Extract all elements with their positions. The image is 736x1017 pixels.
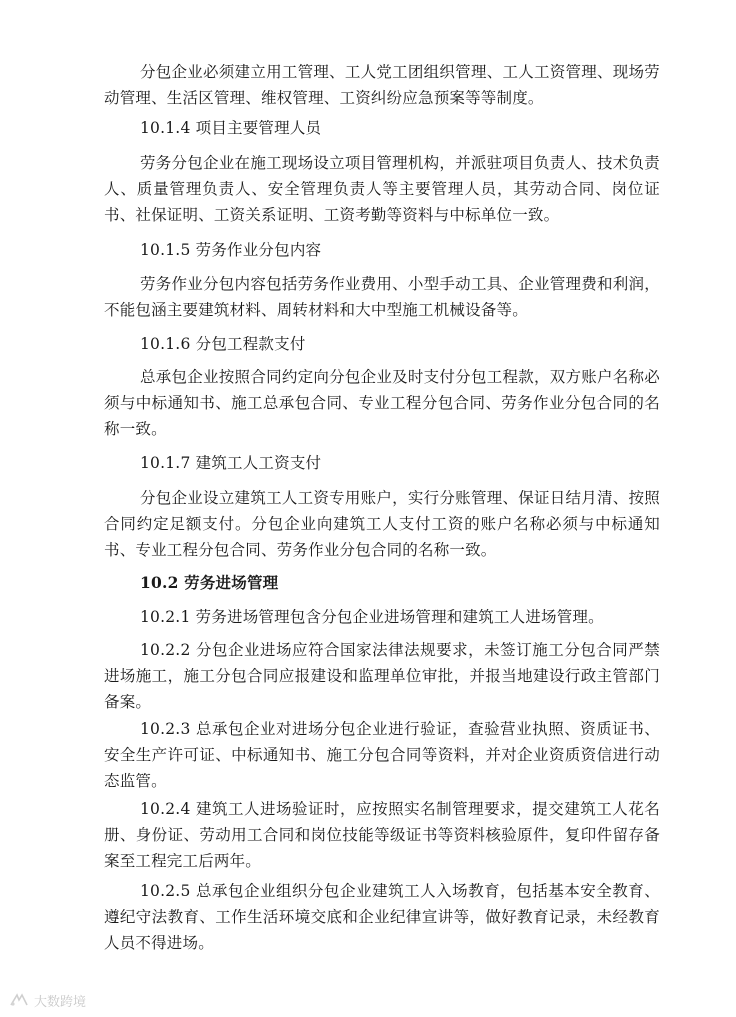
heading-10-1-5: 10.1.5 劳务作业分包内容 bbox=[140, 241, 322, 259]
paragraph-wage-payment: 分包企业设立建筑工人工资专用账户，实行分账管理、保证日结月清、按照合同约定足额支付。分包企业向建筑工人支付工资的账户名称必须与中标通知书、专业工程分包合同、劳务作业分包合同的名称一致。 bbox=[104, 489, 660, 559]
heading-10-1-6: 10.1.6 分包工程款支付 bbox=[140, 335, 306, 353]
paragraph-10-2-2: 10.2.2 分包企业进场应符合国家法律法规要求，未签订施工分包合同严禁进场施工，施工分包合同应报建设和监理单位审批，并报当地建设行政主管部门备案。 bbox=[104, 641, 660, 711]
paragraph-payment: 总承包企业按照合同约定向分包企业及时支付分包工程款，双方账户名称必须与中标通知书、施工总承包合同、专业工程分包合同、劳务作业分包合同的名称一致。 bbox=[104, 368, 660, 438]
paragraph-labor-systems: 分包企业必须建立用工管理、工人党工团组织管理、工人工资管理、现场劳动管理、生活区管理、维权管理、工资纠纷应急预案等等制度。 bbox=[104, 63, 660, 107]
paragraph-subcontract-content: 劳务作业分包内容包括劳务作业费用、小型手动工具、企业管理费和利润，不能包涵主要建筑材料、周转材料和大中型施工机械设备等。 bbox=[104, 275, 660, 319]
watermark-text: 大数跨境 bbox=[34, 994, 87, 1010]
heading-10-1-7: 10.1.7 建筑工人工资支付 bbox=[140, 454, 322, 472]
section-heading-10-2: 10.2 劳务进场管理 bbox=[140, 573, 279, 592]
watermark bbox=[8, 990, 86, 1010]
paragraph-10-2-1: 10.2.1 劳务进场管理包含分包企业进场管理和建筑工人进场管理。 bbox=[140, 608, 604, 626]
heading-10-1-4: 10.1.4 项目主要管理人员 bbox=[140, 119, 322, 137]
paragraph-10-2-4: 10.2.4 建筑工人进场验证时，应按照实名制管理要求，提交建筑工人花名册、身份证、劳动用工合同和岗位技能等级证书等资料核验原件，复印件留存备案至工程完工后两年。 bbox=[104, 800, 660, 870]
brand-logo-icon bbox=[8, 992, 30, 1008]
paragraph-10-2-5: 10.2.5 总承包企业组织分包企业建筑工人入场教育，包括基本安全教育、遵纪守法教育、工作生活环境交底和企业纪律宣讲等，做好教育记录，未经教育人员不得进场。 bbox=[104, 882, 660, 952]
paragraph-management-staff: 劳务分包企业在施工现场设立项目管理机构，并派驻项目负责人、技术负责人、质量管理负责人、安全管理负责人等主要管理人员，其劳动合同、岗位证书、社保证明、工资关系证明、工资考勤等资料与中标单位一致。 bbox=[104, 154, 660, 224]
paragraph-10-2-3: 10.2.3 总承包企业对进场分包企业进行验证，查验营业执照、资质证书、安全生产许可证、中标通知书、施工分包合同等资料，并对企业资质资信进行动态监管。 bbox=[104, 720, 660, 790]
